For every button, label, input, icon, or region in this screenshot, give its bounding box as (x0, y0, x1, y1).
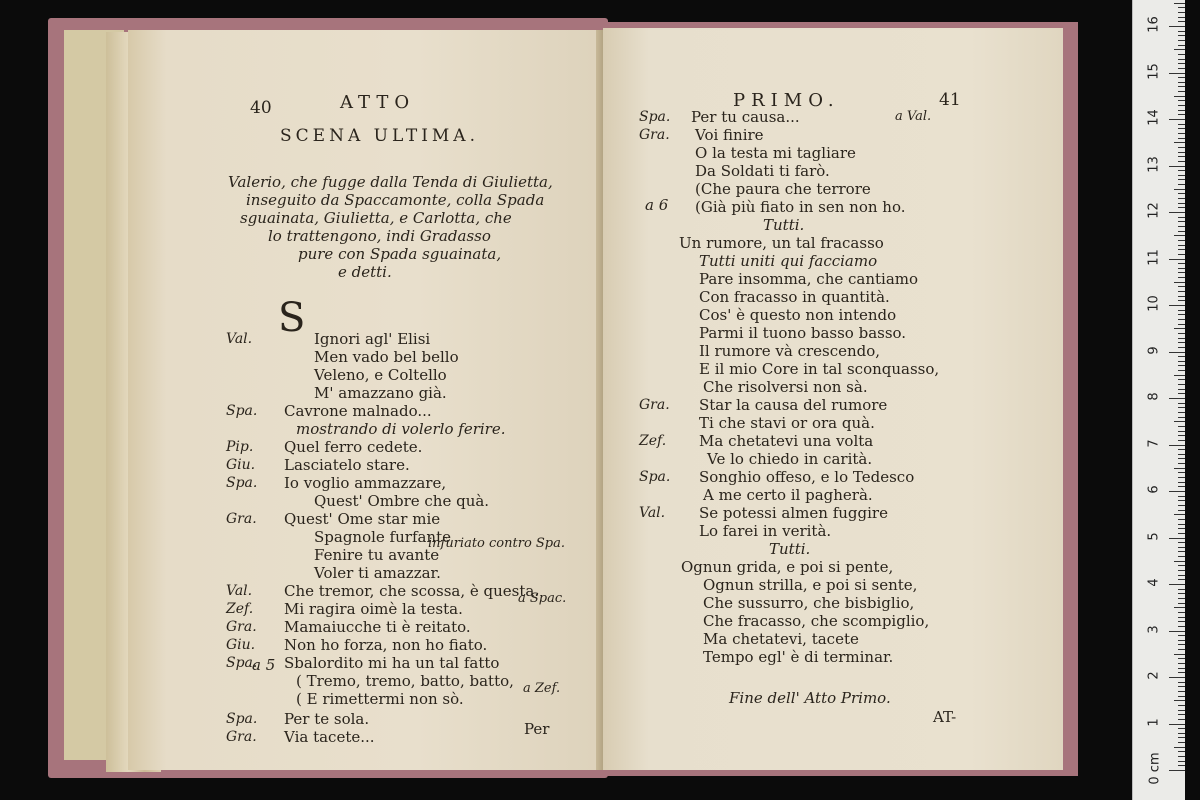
aside: a Val. (895, 109, 932, 124)
ruler-tick (1178, 635, 1185, 636)
stage-direction-line: e detti. (338, 263, 392, 281)
ruler-tick (1178, 347, 1185, 348)
catchword: Per (524, 720, 550, 738)
verse-line: Quest' Ombre che quà. (314, 492, 490, 510)
ruler-number: 5 (1146, 531, 1162, 541)
ruler-tick (1178, 193, 1185, 194)
ruler-tick (1178, 124, 1185, 125)
ruler-tick (1178, 696, 1185, 697)
ruler-tick (1178, 86, 1185, 87)
verse-line: Per tu causa... (691, 108, 800, 126)
verse-line: Che risolversi non sà. (703, 378, 868, 396)
ruler-tick (1178, 133, 1185, 134)
ruler-tick (1178, 226, 1185, 227)
ruler-tick (1178, 663, 1185, 664)
ruler-tick (1178, 542, 1185, 543)
ruler-tick (1178, 551, 1185, 552)
ruler-tick (1178, 138, 1185, 139)
ruler-tick (1178, 54, 1185, 55)
ruler-tick (1178, 672, 1185, 673)
ruler-tick (1178, 737, 1185, 738)
ruler-tick (1178, 184, 1185, 185)
aside: a Spac. (518, 591, 567, 606)
ruler-tick (1178, 575, 1185, 576)
ruler-number: 3 (1146, 624, 1162, 634)
ruler-number: 13 (1146, 155, 1162, 173)
verse-line: Quel ferro cedete. (284, 438, 423, 456)
ruler-tick (1169, 166, 1185, 167)
stage-aside: mostrando di volerlo ferire. (296, 420, 506, 438)
speaker-label: Pip. (226, 439, 254, 455)
ruler-tick (1178, 393, 1185, 394)
verse-line: Io voglio ammazzare, (284, 474, 447, 492)
ruler-tick (1178, 705, 1185, 706)
ruler-tick (1178, 91, 1185, 92)
chorus-heading: Tutti. (769, 540, 811, 558)
speaker-label: Spa. (226, 711, 258, 727)
ruler-tick (1178, 598, 1185, 599)
aside: infuriato contro Spa. (428, 536, 566, 551)
verse-line: Ignori agl' Elisi (314, 330, 431, 348)
ruler-tick (1174, 375, 1185, 376)
ruler-tick (1178, 221, 1185, 222)
speaker-label: Spa. (226, 655, 258, 671)
ruler-tick (1178, 105, 1185, 106)
ruler-tick (1169, 305, 1185, 306)
speaker-label: Gra. (226, 619, 257, 635)
verse-line: Che tremor, che scossa, è questa. (284, 582, 540, 600)
verse-line: Da Soldati ti farò. (695, 162, 830, 180)
ruler-tick (1178, 110, 1185, 111)
ruler-tick (1178, 533, 1185, 534)
ruler-tick (1178, 319, 1185, 320)
ruler-tick (1169, 491, 1185, 492)
ruler-tick (1178, 449, 1185, 450)
ruler-tick (1178, 593, 1185, 594)
ruler-tick (1178, 245, 1185, 246)
verse-line: Un rumore, un tal fracasso (679, 234, 884, 252)
ruler-tick (1174, 468, 1185, 469)
verse-line: Sbalordito mi ha un tal fatto (284, 654, 500, 672)
ruler-tick (1178, 668, 1185, 669)
ruler-tick (1178, 77, 1185, 78)
verse-line: Cos' è questo non intendo (699, 306, 897, 324)
ruler-tick (1169, 352, 1185, 353)
ruler-tick (1178, 21, 1185, 22)
ruler-tick (1174, 654, 1185, 655)
verse-line: M' amazzano già. (314, 384, 447, 402)
verse-line: E il mio Core in tal sconquasso, (699, 360, 940, 378)
ruler-tick (1178, 100, 1185, 101)
stage-direction-line: sguainata, Giulietta, e Carlotta, che (240, 209, 512, 227)
speaker-label: Zef. (639, 433, 667, 449)
drop-cap: S (278, 295, 306, 341)
verse-line: ( Tremo, tremo, batto, batto, (296, 672, 514, 690)
ruler-tick (1178, 407, 1185, 408)
ruler-number: 2 (1146, 671, 1162, 680)
ruler-tick (1178, 296, 1185, 297)
ruler-tick (1178, 612, 1185, 613)
ruler-tick (1178, 175, 1185, 176)
ruler-tick (1174, 561, 1185, 562)
verse-line: (Che paura che terrore (695, 180, 871, 198)
ruler-tick (1178, 751, 1185, 752)
speaker-label: Val. (226, 331, 253, 347)
ruler-tick (1178, 12, 1185, 13)
ruler-tick (1169, 677, 1185, 678)
speaker-label: Gra. (226, 511, 257, 527)
verse-line: Pare insomma, che cantiamo (699, 270, 919, 288)
stage-direction-line: lo trattengono, indi Gradasso (268, 227, 491, 245)
page-number: 41 (939, 90, 961, 110)
ruler-tick (1178, 152, 1185, 153)
ruler-tick (1178, 68, 1185, 69)
stage-direction-line: inseguito da Spaccamonte, colla Spada (246, 191, 545, 209)
ruler-number: 1 (1146, 717, 1162, 727)
aside: a Zef. (523, 681, 561, 696)
verse-line: Per te sola. (284, 710, 370, 728)
ruler-tick (1178, 528, 1185, 529)
verse-line: Lasciatelo stare. (284, 456, 410, 474)
ruler-tick (1174, 328, 1185, 329)
verse-line: Mamaiucche ti è reitato. (284, 618, 471, 636)
verse-line: Non ho forza, non ho fiato. (284, 636, 488, 654)
verse-line: Spagnole furfante (314, 528, 451, 546)
verse-line: ( E rimettermi non sò. (296, 690, 464, 708)
ruler-tick (1174, 607, 1185, 608)
ruler-tick (1178, 342, 1185, 343)
ruler-tick (1178, 217, 1185, 218)
ruler-tick (1169, 73, 1185, 74)
ruler-tick (1169, 259, 1185, 260)
ruler-tick (1178, 496, 1185, 497)
ruler-tick (1178, 477, 1185, 478)
ruler-tick (1178, 179, 1185, 180)
ruler-tick (1178, 472, 1185, 473)
ruler-number: 10 (1146, 295, 1162, 312)
ruler-tick (1178, 435, 1185, 436)
ruler-tick (1178, 389, 1185, 390)
ruler-tick (1169, 398, 1185, 399)
ruler-tick (1178, 691, 1185, 692)
ruler-tick (1174, 3, 1185, 4)
ruler-tick (1178, 291, 1185, 292)
ruler-tick (1169, 724, 1185, 725)
ruler-tick (1178, 482, 1185, 483)
ruler-tick (1178, 384, 1185, 385)
ruler-tick (1174, 189, 1185, 190)
ruler-tick (1178, 249, 1185, 250)
ruler-tick (1178, 403, 1185, 404)
verse-line: Quest' Ome star mie (284, 510, 441, 528)
ruler-tick (1178, 365, 1185, 366)
scene-title: SCENA ULTIMA. (280, 126, 479, 146)
verse-line: Mi ragira oimè la testa. (284, 600, 463, 618)
ruler-tick (1178, 45, 1185, 46)
ruler-tick (1178, 431, 1185, 432)
ruler-tick (1178, 742, 1185, 743)
ruler-tick (1178, 263, 1185, 264)
ruler-tick (1178, 682, 1185, 683)
ruler-tick (1178, 82, 1185, 83)
verse-line: Cavrone malnado... (284, 402, 432, 420)
verse-line: Tempo egl' è di terminar. (703, 648, 894, 666)
ruler-number: 14 (1146, 109, 1162, 126)
ruler-number: 8 (1146, 392, 1162, 401)
ruler-tick (1174, 142, 1185, 143)
ruler-tick (1178, 356, 1185, 357)
verse-line: Veleno, e Coltello (314, 366, 447, 384)
ruler-tick (1169, 26, 1185, 27)
page-number: 40 (250, 98, 272, 118)
ruler-tick (1169, 119, 1185, 120)
ruler-tick (1178, 268, 1185, 269)
ruler-tick (1174, 235, 1185, 236)
ruler-tick (1178, 338, 1185, 339)
ruler-tick (1178, 161, 1185, 162)
ruler-tick (1178, 114, 1185, 115)
ruler-tick (1178, 203, 1185, 204)
ruler-tick (1178, 556, 1185, 557)
speaker-label: Val. (639, 505, 666, 521)
ruler-tick (1178, 379, 1185, 380)
ruler-tick (1178, 59, 1185, 60)
ruler-tick (1178, 524, 1185, 525)
chorus-heading: Tutti. (763, 216, 805, 234)
ruler-tick (1174, 96, 1185, 97)
right-page (603, 28, 1063, 770)
ruler-tick (1178, 733, 1185, 734)
ruler-tick (1178, 761, 1185, 762)
speaker-label: Spa. (226, 475, 258, 491)
ruler-tick (1178, 156, 1185, 157)
verse-line: Ma chetatevi, tacete (703, 630, 859, 648)
verse-line: Parmi il tuono basso basso. (699, 324, 907, 342)
verse-line: Ve lo chiedo in carità. (707, 450, 873, 468)
verse-line: Il rumore và crescendo, (699, 342, 881, 360)
ruler-tick (1178, 454, 1185, 455)
ruler-tick (1169, 631, 1185, 632)
ruler-tick (1178, 463, 1185, 464)
ruler-tick (1178, 254, 1185, 255)
ruler-tick (1178, 547, 1185, 548)
ruler-number: 4 (1146, 578, 1162, 587)
verse-line: Che fracasso, che scompiglio, (703, 612, 930, 630)
speaker-label: Giu. (226, 637, 256, 653)
ruler-tick (1178, 314, 1185, 315)
ruler-tick (1178, 658, 1185, 659)
ruler-tick (1178, 649, 1185, 650)
ruler-number: 6 (1146, 485, 1162, 494)
ruler-tick (1178, 710, 1185, 711)
speaker-label: Giu. (226, 457, 256, 473)
running-head: PRIMO. (733, 90, 840, 111)
catchword: AT- (933, 708, 957, 726)
ruler-tick (1178, 370, 1185, 371)
verse-line: Ma chetatevi una volta (699, 432, 874, 450)
ruler-tick (1178, 147, 1185, 148)
stage-direction-line: Valerio, che fugge dalla Tenda di Giulietta, (228, 173, 553, 191)
scale-ruler (1132, 0, 1185, 800)
ruler-tick (1178, 570, 1185, 571)
ruler-tick (1178, 300, 1185, 301)
speaker-label: Gra. (639, 397, 670, 413)
verse-line: Voi finire (695, 126, 764, 144)
speaker-label: Zef. (226, 601, 254, 617)
ruler-tick (1178, 310, 1185, 311)
verse-line: Songhio offeso, e lo Tedesco (699, 468, 915, 486)
verse-line: Con fracasso in quantità. (699, 288, 890, 306)
speaker-label: Spa. (226, 403, 258, 419)
ensemble-marker: a 6 (645, 196, 669, 214)
verse-line: Ti che stavi or ora quà. (699, 414, 875, 432)
ruler-tick (1178, 519, 1185, 520)
speaker-label: Val. (226, 583, 253, 599)
ruler-number: 16 (1146, 16, 1162, 33)
end-note: Fine dell' Atto Primo. (729, 689, 891, 707)
verse-line: Via tacete... (284, 728, 375, 746)
verse-line: Voler ti amazzar. (314, 564, 441, 582)
ruler-tick (1178, 589, 1185, 590)
speaker-label: Spa. (639, 109, 671, 125)
ruler-tick (1178, 458, 1185, 459)
ruler-tick (1169, 770, 1185, 771)
ruler-tick (1178, 240, 1185, 241)
ruler-tick (1178, 277, 1185, 278)
ruler-tick (1178, 412, 1185, 413)
ruler-tick (1178, 63, 1185, 64)
speaker-label: Gra. (639, 127, 670, 143)
chorus-heading: Tutti uniti qui facciamo (699, 252, 878, 270)
ruler-tick (1174, 747, 1185, 748)
ruler-tick (1178, 510, 1185, 511)
verse-line: Men vado bel bello (314, 348, 459, 366)
ruler-tick (1178, 31, 1185, 32)
ruler-tick (1178, 621, 1185, 622)
ruler-tick (1178, 286, 1185, 287)
speaker-label: Gra. (226, 729, 257, 745)
ruler-tick (1178, 17, 1185, 18)
verse-line: Ognun grida, e poi si pente, (681, 558, 894, 576)
ruler-tick (1178, 7, 1185, 8)
ruler-tick (1178, 417, 1185, 418)
speaker-label: Spa. (639, 469, 671, 485)
verse-line: (Già più fiato in sen non ho. (695, 198, 906, 216)
verse-line: A me certo il pagherà. (703, 486, 873, 504)
ruler-tick (1169, 538, 1185, 539)
ruler-tick (1178, 128, 1185, 129)
ruler-tick (1174, 49, 1185, 50)
ruler-tick (1178, 626, 1185, 627)
verse-line: O la testa mi tagliare (695, 144, 856, 162)
ruler-tick (1178, 40, 1185, 41)
ruler-tick (1178, 505, 1185, 506)
verse-line: Ognun strilla, e poi si sente, (703, 576, 918, 594)
ruler-tick (1178, 644, 1185, 645)
ruler-tick (1174, 282, 1185, 283)
ruler-tick (1178, 426, 1185, 427)
ruler-tick (1178, 198, 1185, 199)
ruler-tick (1178, 500, 1185, 501)
ruler-tick (1178, 333, 1185, 334)
verse-line: Fenire tu avante (314, 546, 440, 564)
ruler-tick (1174, 421, 1185, 422)
ruler-tick (1178, 728, 1185, 729)
ruler-tick (1178, 207, 1185, 208)
ruler-tick (1169, 445, 1185, 446)
ruler-number: 9 (1146, 345, 1162, 355)
ruler-tick (1178, 565, 1185, 566)
ruler-tick (1178, 640, 1185, 641)
running-head: ATTO (340, 92, 416, 113)
ruler-tick (1178, 617, 1185, 618)
ruler-tick (1178, 686, 1185, 687)
ensemble-marker: a 5 (252, 656, 276, 674)
ruler-tick (1178, 35, 1185, 36)
ruler-tick (1178, 440, 1185, 441)
ruler-number: 7 (1146, 438, 1162, 448)
ruler-tick (1174, 514, 1185, 515)
verse-line: Se potessi almen fuggire (699, 504, 888, 522)
ruler-tick (1178, 324, 1185, 325)
ruler-number: 12 (1146, 202, 1162, 219)
ruler-tick (1178, 714, 1185, 715)
ruler-number: 11 (1146, 248, 1162, 266)
ruler-tick (1174, 700, 1185, 701)
ruler-tick (1178, 486, 1185, 487)
ruler-tick (1169, 584, 1185, 585)
ruler-tick (1178, 579, 1185, 580)
ruler-tick (1178, 231, 1185, 232)
verse-line: Che sussurro, che bisbiglio, (703, 594, 915, 612)
ruler-tick (1178, 756, 1185, 757)
ruler-tick (1178, 603, 1185, 604)
ruler-tick (1169, 212, 1185, 213)
ruler-tick (1178, 765, 1185, 766)
ruler-tick (1178, 361, 1185, 362)
verse-line: Lo farei in verità. (699, 522, 832, 540)
ruler-number: 0 cm (1147, 752, 1163, 785)
left-page (128, 30, 608, 770)
verse-line: Star la causa del rumore (699, 396, 888, 414)
ruler-tick (1178, 272, 1185, 273)
ruler-tick (1178, 719, 1185, 720)
ruler-number: 15 (1146, 62, 1162, 80)
stage-direction-line: pure con Spada sguainata, (298, 245, 502, 263)
ruler-tick (1178, 170, 1185, 171)
